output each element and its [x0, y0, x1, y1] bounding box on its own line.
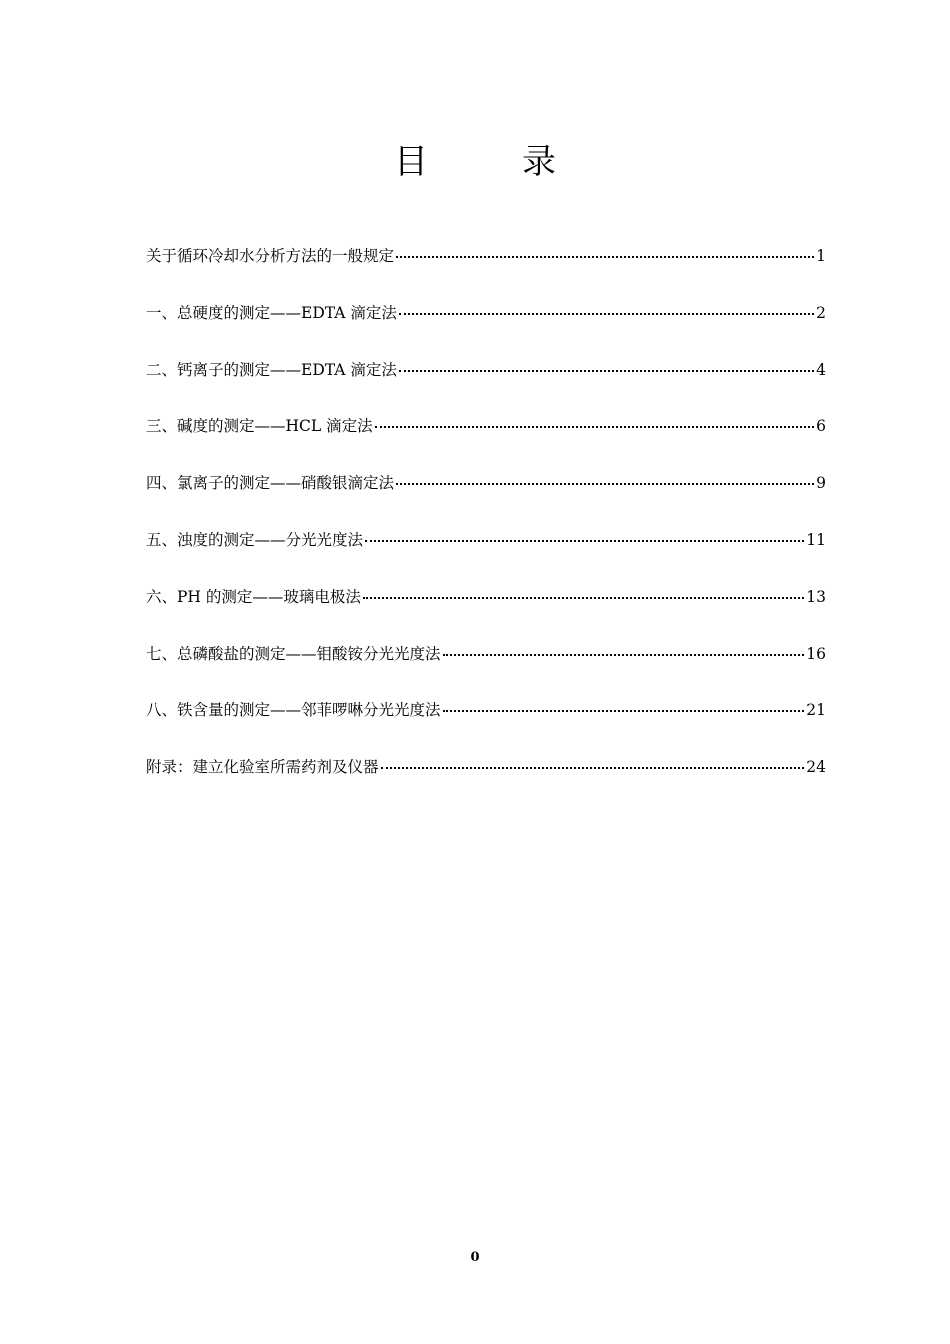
toc-dot-leader [365, 530, 804, 542]
toc-entry[interactable] [146, 642, 826, 699]
toc-entry[interactable] [146, 755, 826, 812]
toc-entry[interactable] [146, 358, 826, 415]
toc-entry[interactable] [146, 698, 826, 755]
toc-entry-page: 2 [816, 303, 826, 322]
toc-entry[interactable] [146, 528, 826, 585]
toc-dot-leader [396, 246, 814, 258]
toc-entry-page: 1 [816, 247, 826, 265]
toc-dot-leader [443, 644, 805, 656]
toc-entry-text: 关于循环冷却水分析方法的一般规定 [146, 247, 395, 265]
page-number: 0 [470, 1250, 480, 1265]
toc-entry-text: 六、PH 的测定——玻璃电极法 [146, 587, 361, 606]
toc-dot-leader [363, 587, 804, 599]
toc-entry-text: 八、铁含量的测定——邻菲啰啉分光光度法 [146, 701, 441, 720]
toc-entry-page: 4 [816, 360, 826, 379]
toc-entry[interactable] [146, 301, 826, 358]
toc-entry-page: 13 [806, 587, 826, 606]
toc-dot-leader [396, 473, 814, 485]
toc-entry-text: 二、钙离子的测定——EDTA 滴定法 [146, 360, 397, 379]
table-of-contents [146, 244, 826, 812]
toc-entry-page: 24 [806, 758, 826, 777]
toc-entry-page: 16 [806, 644, 826, 663]
toc-dot-leader [375, 416, 814, 428]
toc-dot-leader [443, 700, 805, 712]
toc-dot-leader [399, 303, 814, 315]
toc-entry-text: 三、碱度的测定——HCL 滴定法 [146, 417, 373, 436]
toc-entry-text: 七、总磷酸盐的测定——钼酸铵分光光度法 [146, 644, 441, 663]
toc-entry-page: 21 [806, 701, 826, 720]
toc-dot-leader [381, 757, 805, 769]
toc-entry[interactable] [146, 471, 826, 528]
toc-entry-text: 五、浊度的测定——分光光度法 [146, 530, 364, 549]
toc-entry-text: 一、总硬度的测定——EDTA 滴定法 [146, 303, 397, 322]
toc-entry-text: 四、氯离子的测定——硝酸银滴定法 [146, 474, 395, 493]
page-title: 目 录 [394, 142, 586, 182]
toc-entry-page: 11 [806, 530, 826, 549]
toc-entry[interactable] [146, 244, 826, 301]
toc-entry[interactable] [146, 414, 826, 471]
toc-entry-text: 附录：建立化验室所需药剂及仪器 [146, 758, 379, 777]
toc-entry-page: 6 [816, 417, 826, 436]
toc-entry[interactable] [146, 585, 826, 642]
toc-dot-leader [399, 360, 814, 372]
toc-entry-page: 9 [816, 474, 826, 493]
